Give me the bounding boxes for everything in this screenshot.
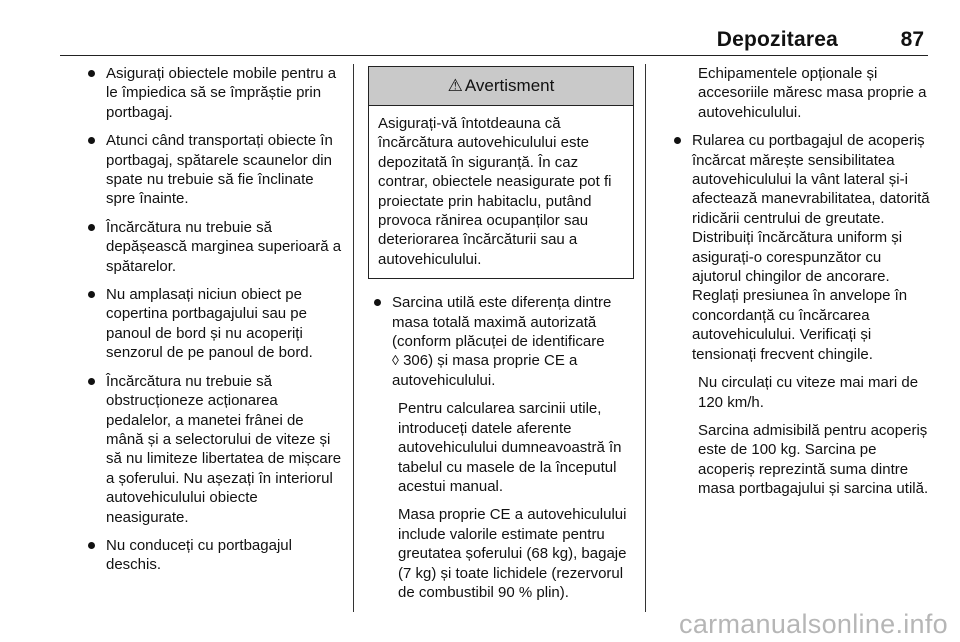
bullet-list-middle <box>368 293 634 390</box>
list-item: Încărcătura nu trebuie să depășească marginea superioară a spătarelor. <box>82 218 344 276</box>
list-item: Nu amplasați niciun obiect pe copertina portbagajului sau pe panoul de bord și nu acoperiți senzorul de pe panoul de bord. <box>82 285 344 363</box>
column-left <box>82 64 344 584</box>
warning-header <box>369 67 633 106</box>
paragraph: Sarcina admisibilă pentru acoperiș este de 100 kg. Sarcina pe acoperiș reprezintă suma dintre masa portbagajului și sarcina utilă. <box>698 421 929 498</box>
list-item: Asigurați obiectele mobile pentru a le împiedica să se împrăștie prin portbagaj. <box>82 64 344 122</box>
list-item: Atunci când transportați obiecte în portbagaj, spătarele scaunelor din spate nu trebuie să fie înclinate spre înainte. <box>82 131 344 209</box>
warning-body: Asigurați-vă întotdeauna că încărcătura autovehiculului este depozitată în siguranță. În caz contrar, obiectele neasigurate pot fi proiectate prin habitaclu, putând provoca rănirea ocupanților sau deteriorarea încărcăturii sau a autovehiculului. <box>378 115 612 268</box>
column-middle <box>368 66 634 611</box>
roof-rack-text: Rularea cu portbagajul de acoperiș încărcat mărește sensibilitatea autovehiculului la vânt lateral și-i afectează manevrabilitatea, datorită ridicării centrului de greutate. Distribuiți încărcătura uniform și asigurați-o corespunzător cu ajutorul chingilor de ancorare. Reglați presiunea în anvelope în concordanță cu încărcarea autovehiculului. Verificați și tensionați frecvent chingile. <box>692 132 930 363</box>
column-divider-left <box>353 64 354 612</box>
page-reference-icon: ◊ <box>392 352 399 369</box>
section-title: Depozitarea <box>716 28 838 51</box>
list-item <box>368 293 634 390</box>
list-item: Nu conduceți cu portbagajul deschis. <box>82 536 344 575</box>
bullet-list-right <box>668 131 930 364</box>
payload-definition-text-end: 306) și masa proprie CE a autovehiculului. <box>392 352 578 389</box>
paragraph: Echipamentele opționale și accesoriile măresc masa proprie a autovehiculului. <box>698 65 927 121</box>
column-right <box>668 64 930 508</box>
payload-definition-text: Sarcina utilă este diferența dintre masa totală maximă autorizată (conform plăcuței de identificare <box>392 294 612 351</box>
bullet-list-left <box>82 64 344 575</box>
paragraph: Pentru calcularea sarcinii utile, introduceți datele aferente autovehiculului dumneavoastră în tabelul cu masele de la începutul acestui manual. <box>398 400 622 495</box>
watermark: carmanualsonline.info <box>679 609 948 639</box>
list-item <box>668 131 930 364</box>
warning-box <box>368 66 634 279</box>
header-rule <box>60 55 928 56</box>
paragraph: Nu circulați cu viteze mai mari de 120 km/h. <box>698 374 919 411</box>
paragraph: Masa proprie CE a autovehiculului include valorile estimate pentru greutatea șoferului (68 kg), bagaje (7 kg) și toate lichidele (rezervorul de combustibil 90 % plin). <box>398 506 627 601</box>
warning-icon: ⚠ <box>447 76 463 96</box>
list-item: Încărcătura nu trebuie să obstrucționeze acționarea pedalelor, a manetei frânei de mână și a selectorului de viteze și să nu limiteze libertatea de mișcare a șoferului. Nu așezați în interiorul autovehiculului obiecte neasigurate. <box>82 372 344 527</box>
page-header <box>60 22 928 56</box>
column-divider-right <box>645 64 646 612</box>
warning-title: Avertisment <box>464 76 555 96</box>
page-number: 87 <box>900 28 924 51</box>
